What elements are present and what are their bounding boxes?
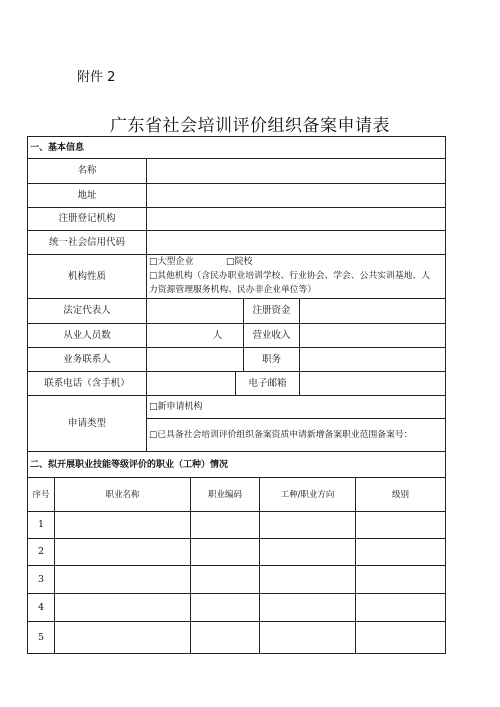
col-header-occupation-code: 职业编码 bbox=[207, 489, 242, 500]
registration-authority-label: 注册登记机构 bbox=[58, 213, 116, 224]
address-field[interactable] bbox=[147, 184, 445, 207]
revenue-field[interactable] bbox=[300, 324, 445, 347]
table-row-number: 1 bbox=[37, 519, 45, 530]
col-header-level: 级别 bbox=[391, 489, 409, 500]
institution-nature-label: 机构性质 bbox=[67, 270, 106, 282]
section-occupation-heading: 二、拟开展职业技能等级评价的职业（工种）情况 bbox=[30, 459, 229, 470]
legal-representative-label: 法定代表人 bbox=[63, 305, 111, 316]
table-row-number: 3 bbox=[37, 573, 45, 585]
page-title: 广东省社会培训评价组织备案申请表 bbox=[110, 116, 390, 136]
large-enterprise-checkbox[interactable]: □大型企业 bbox=[149, 257, 194, 267]
employees-unit: 人 bbox=[212, 329, 223, 341]
section-basic-info-heading: 一、基本信息 bbox=[30, 142, 85, 153]
existing-qualification-checkbox[interactable]: □已具备社会培训评价组织备案资质申请新增备案职业范围备案号： bbox=[149, 430, 413, 440]
other-institution-desc: 力资源管理服务机构、民办非企业单位等） bbox=[149, 285, 317, 295]
business-contact-field[interactable] bbox=[147, 348, 243, 371]
registered-capital-label: 注册资金 bbox=[252, 305, 291, 316]
table-row-number: 5 bbox=[37, 631, 45, 643]
phone-label: 联系电话（含手机） bbox=[44, 377, 130, 389]
table-row-number: 4 bbox=[37, 601, 45, 613]
credit-code-field[interactable] bbox=[147, 231, 445, 254]
college-checkbox[interactable]: □院校 bbox=[226, 257, 253, 267]
position-field[interactable] bbox=[300, 348, 445, 371]
address-label: 地址 bbox=[77, 189, 97, 201]
table-row-number: 2 bbox=[37, 546, 45, 557]
legal-representative-field[interactable] bbox=[147, 299, 243, 323]
email-field[interactable] bbox=[300, 372, 445, 395]
position-label: 职务 bbox=[261, 353, 281, 365]
col-header-occupation-name: 职业名称 bbox=[105, 489, 140, 500]
name-label: 名称 bbox=[77, 165, 97, 176]
application-type-label: 申请类型 bbox=[67, 417, 106, 429]
employees-field[interactable] bbox=[147, 324, 217, 347]
phone-field[interactable] bbox=[147, 372, 235, 395]
business-contact-label: 业务联系人 bbox=[63, 353, 111, 365]
registration-authority-field[interactable] bbox=[147, 208, 445, 230]
email-label: 电子邮箱 bbox=[248, 377, 287, 389]
revenue-label: 营业收入 bbox=[252, 329, 291, 341]
registered-capital-field[interactable] bbox=[300, 299, 445, 323]
other-institution-checkbox[interactable]: □其他机构（含民办职业培训学校、行业协会、学会、公共实训基地、人 bbox=[149, 271, 431, 281]
credit-code-label: 统一社会信用代码 bbox=[48, 236, 125, 248]
new-application-checkbox[interactable]: □新申请机构 bbox=[149, 402, 203, 412]
col-header-seq: 序号 bbox=[32, 489, 50, 500]
attachment-label: 附件 2 bbox=[77, 70, 116, 85]
col-header-job-direction: 工种/职业方向 bbox=[280, 489, 335, 500]
name-field[interactable] bbox=[147, 159, 445, 183]
employees-label: 从业人员数 bbox=[63, 329, 111, 341]
